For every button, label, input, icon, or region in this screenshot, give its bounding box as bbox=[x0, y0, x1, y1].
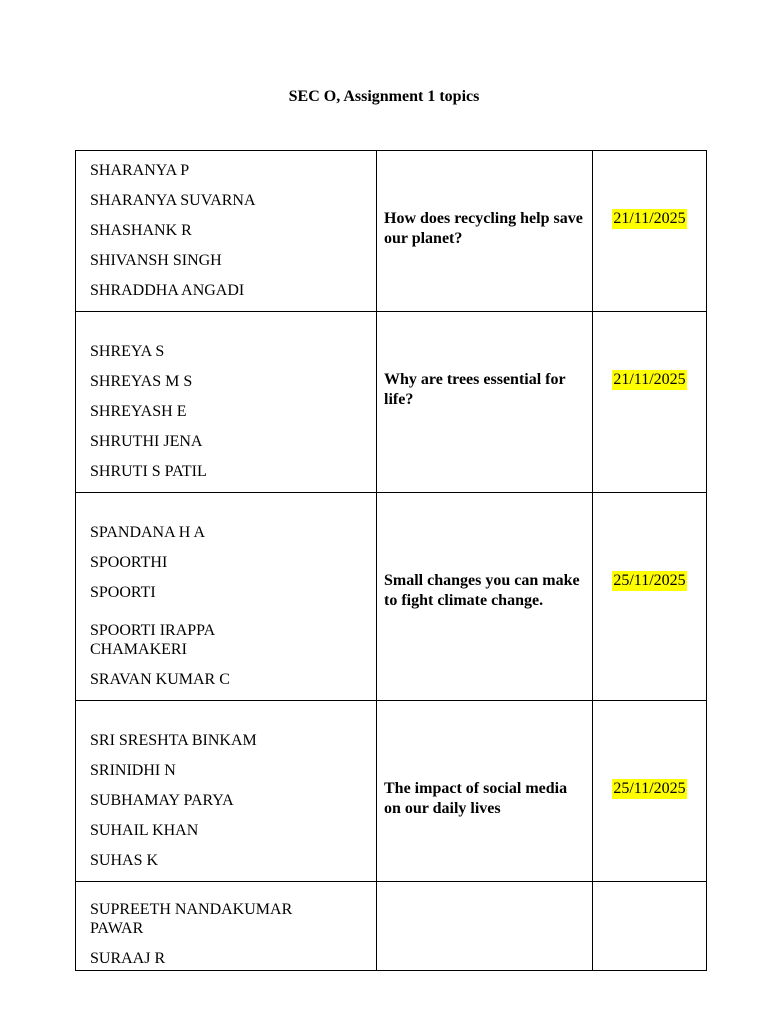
date-cell bbox=[593, 701, 707, 882]
due-date-highlight: 25/11/2025 bbox=[613, 780, 686, 797]
student-name: SHRUTHI JENA bbox=[90, 433, 203, 450]
date-cell bbox=[593, 493, 707, 701]
student-name: SHRADDHA ANGADI bbox=[90, 282, 245, 299]
table-row bbox=[76, 151, 707, 312]
date-cell bbox=[593, 312, 707, 493]
student-name: SUHAS K bbox=[90, 852, 159, 869]
student-name: SHARANYA P bbox=[90, 162, 190, 179]
assignment-table bbox=[75, 150, 707, 971]
names-cell bbox=[76, 701, 377, 882]
student-name: SUPREETH NANDAKUMAR PAWAR bbox=[90, 901, 293, 937]
student-name: SRINIDHI N bbox=[90, 762, 176, 779]
topic-cell bbox=[377, 312, 593, 493]
date-cell bbox=[593, 151, 707, 312]
names-cell bbox=[76, 151, 377, 312]
names-cell bbox=[76, 312, 377, 493]
topic-text: How does recycling help save our planet? bbox=[384, 210, 583, 247]
due-date-highlight: 21/11/2025 bbox=[613, 210, 686, 227]
student-name: SHREYA S bbox=[90, 343, 165, 360]
due-date-highlight: 21/11/2025 bbox=[613, 371, 686, 388]
topic-cell bbox=[377, 701, 593, 882]
student-name: SUBHAMAY PARYA bbox=[90, 792, 234, 809]
table-row bbox=[76, 882, 707, 971]
topic-text: The impact of social media on our daily lives bbox=[384, 780, 568, 817]
table-row bbox=[76, 312, 707, 493]
student-name: SHRUTI S PATIL bbox=[90, 463, 207, 480]
student-name: SHARANYA SUVARNA bbox=[90, 192, 256, 209]
names-cell bbox=[76, 882, 377, 971]
topic-text: Small changes you can make to fight climate change. bbox=[384, 572, 580, 609]
table-row bbox=[76, 701, 707, 882]
student-name: SHASHANK R bbox=[90, 222, 192, 239]
student-name: SPOORTI bbox=[90, 584, 156, 601]
student-name: SRAVAN KUMAR C bbox=[90, 671, 230, 688]
topic-cell bbox=[377, 151, 593, 312]
table-row bbox=[76, 493, 707, 701]
student-name: SPOORTHI bbox=[90, 554, 168, 571]
student-name: SHIVANSH SINGH bbox=[90, 252, 222, 269]
document-title: SEC O, Assignment 1 topics bbox=[288, 88, 480, 105]
topic-cell bbox=[377, 493, 593, 701]
topic-cell bbox=[377, 882, 593, 971]
names-cell bbox=[76, 493, 377, 701]
student-name: SUHAIL KHAN bbox=[90, 822, 199, 839]
student-name: SHREYASH E bbox=[90, 403, 187, 420]
student-name: SHREYAS M S bbox=[90, 373, 193, 390]
student-name: SPANDANA H A bbox=[90, 524, 205, 541]
date-cell bbox=[593, 882, 707, 971]
topic-text: Why are trees essential for life? bbox=[384, 371, 566, 408]
student-name: SPOORTI IRAPPA CHAMAKERI bbox=[90, 622, 215, 658]
student-name: SRI SRESHTA BINKAM bbox=[90, 732, 257, 749]
due-date-highlight: 25/11/2025 bbox=[613, 572, 686, 589]
student-name: SURAAJ R bbox=[90, 950, 166, 967]
